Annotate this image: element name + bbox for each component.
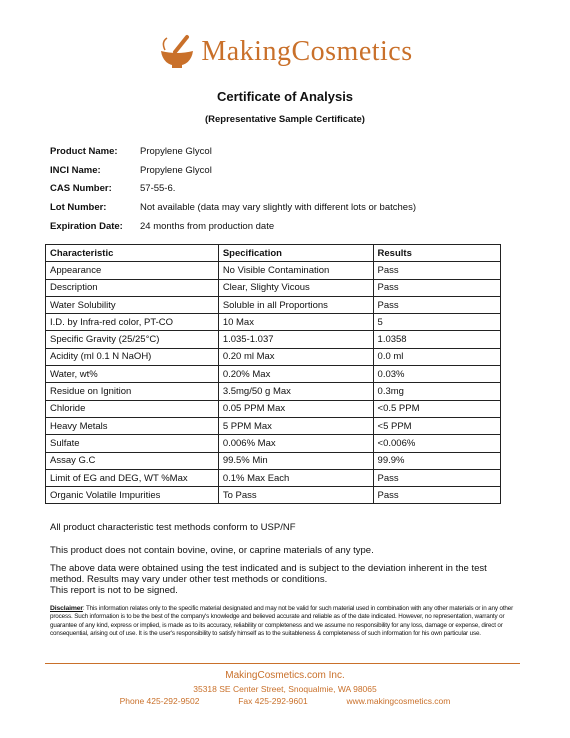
brand-logo [0,30,570,74]
characteristic-cell: Organic Volatile Impurities [46,487,219,504]
table-row [46,348,501,365]
validity-note-text: The above data were obtained using the test indicated and is subject to the deviation inherent in the test method. Results may vary under other test methods or conditions. [50,563,487,586]
table-row [46,366,501,383]
info-value: 57-55-6. [140,183,176,195]
specification-cell: 0.006% Max [218,435,373,452]
specification-cell: No Visible Contamination [218,262,373,279]
info-label: Product Name: [50,145,118,157]
table-row [46,383,501,400]
info-value: Propylene Glycol [140,145,212,157]
result-cell: Pass [373,262,500,279]
characteristic-cell: Chloride [46,400,219,417]
table-row [46,452,501,469]
characteristic-cell: Specific Gravity (25/25°C) [46,331,219,348]
specification-cell: 0.05 PPM Max [218,400,373,417]
usp-note: All product characteristic test methods conform to USP/NF [50,522,296,533]
characteristic-cell: Acidity (ml 0.1 N NaOH) [46,348,219,365]
result-cell: 0.03% [373,366,500,383]
table-row [46,331,501,348]
validity-note [50,563,510,597]
info-label: Lot Number: [50,202,107,214]
footer-company: MakingCosmetics.com Inc. [225,670,345,681]
footer-website[interactable]: www.makingcosmetics.com [346,696,451,706]
product-info [50,142,416,236]
analysis-table [45,244,501,504]
result-cell: Pass [373,296,500,313]
info-row-product-name [50,142,416,161]
specification-cell: 1.035-1.037 [218,331,373,348]
characteristic-cell: Sulfate [46,435,219,452]
table-row [46,417,501,434]
info-row-lot-number [50,198,416,217]
footer-contact [0,696,570,706]
result-cell: 99.9% [373,452,500,469]
info-value: 24 months from production date [140,221,275,233]
info-label: INCI Name: [50,164,101,176]
result-cell: Pass [373,487,500,504]
specification-cell: 0.20% Max [218,366,373,383]
characteristic-cell: Residue on Ignition [46,383,219,400]
specification-cell: To Pass [218,487,373,504]
characteristic-cell: Water Solubility [46,296,219,313]
characteristic-cell: Description [46,279,219,296]
table-row [46,400,501,417]
specification-cell: 99.5% Min [218,452,373,469]
table-row [46,487,501,504]
disclaimer-label: Disclaimer [50,605,83,612]
brand-name: MakingCosmetics [201,36,413,67]
table-row [46,279,501,296]
footer-phone: Phone 425-292-9502 [119,696,200,706]
result-cell: <5 PPM [373,417,500,434]
table-row [46,469,501,486]
bovine-note: This product does not contain bovine, ovine, or caprine materials of any type. [50,545,374,556]
info-row-expiration-date [50,217,416,236]
table-header-row [46,245,501,262]
disclaimer [50,605,520,639]
table-row [46,435,501,452]
table-row [46,296,501,313]
specification-cell: 0.20 ml Max [218,348,373,365]
table-row [46,262,501,279]
footer-fax: Fax 425-292-9601 [238,696,308,706]
specification-cell: 0.1% Max Each [218,469,373,486]
document-subtitle: (Representative Sample Certificate) [205,114,365,125]
column-header-results: Results [373,245,500,262]
result-cell: 0.0 ml [373,348,500,365]
characteristic-cell: Assay G.C [46,452,219,469]
info-row-cas-number [50,180,416,199]
characteristic-cell: Heavy Metals [46,417,219,434]
specification-cell: 5 PPM Max [218,417,373,434]
specification-cell: 3.5mg/50 g Max [218,383,373,400]
table-row [46,314,501,331]
info-value: Not available (data may vary slightly with different lots or batches) [140,202,416,214]
column-header-characteristic: Characteristic [46,245,219,262]
result-cell: <0.5 PPM [373,400,500,417]
info-label: Expiration Date: [50,221,123,233]
disclaimer-text: : This information relates only to the specific material designated and may not be valid for such material used in combination with any other materials or in any other process. Such information is to be the best of the company's knowledge and believed accurate and reliable as of the date indicated. However, no representation, warranty or guarantee of any kind, express or implied, is made as to its accuracy, reliability or completeness and we assume no responsibility for any loss, damage or expense, direct or consequential, arising out of use. It is the user's responsibility to satisfy himself as to the suitableness & completeness of such information for his own particular use. [50,605,514,638]
mortar-and-pestle-icon [157,34,197,70]
info-value: Propylene Glycol [140,164,212,176]
info-row-inci-name [50,161,416,180]
column-header-specification: Specification [218,245,373,262]
specification-cell: 10 Max [218,314,373,331]
result-cell: 0.3mg [373,383,500,400]
characteristic-cell: I.D. by Infra-red color, PT-CO [46,314,219,331]
footer-divider [45,663,520,664]
result-cell: <0.006% [373,435,500,452]
characteristic-cell: Appearance [46,262,219,279]
signature-note: This report is not to be signed. [50,585,178,597]
info-label: CAS Number: [50,183,112,195]
document-title: Certificate of Analysis [216,89,354,104]
specification-cell: Clear, Slighty Vicous [218,279,373,296]
result-cell: Pass [373,279,500,296]
result-cell: 1.0358 [373,331,500,348]
result-cell: Pass [373,469,500,486]
characteristic-cell: Water, wt% [46,366,219,383]
characteristic-cell: Limit of EG and DEG, WT %Max [46,469,219,486]
specification-cell: Soluble in all Proportions [218,296,373,313]
footer-address: 35318 SE Center Street, Snoqualmie, WA 98065 [193,684,377,694]
result-cell: 5 [373,314,500,331]
